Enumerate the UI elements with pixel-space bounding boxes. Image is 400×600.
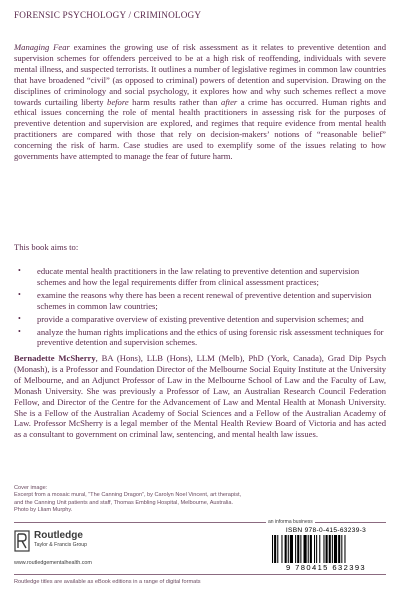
aim-text: educate mental health practitioners in the law relating to preventive detention and supervision schemes and how the legal requirements differ from clinical assessment practices; xyxy=(37,266,360,287)
routledge-logo-icon xyxy=(14,530,30,552)
informa-tagline: an informa business xyxy=(268,519,313,525)
divider-top xyxy=(14,522,386,523)
aim-text: analyze the human rights implications and the ethics of using forensic risk assessment techniques for preventive detention and supervision schemes. xyxy=(37,326,384,348)
divider-bottom xyxy=(14,574,386,575)
bullet-icon: • xyxy=(18,289,21,299)
emphasis-before: before xyxy=(107,96,129,107)
barcode-bar xyxy=(285,535,287,563)
barcode-bar xyxy=(290,535,293,563)
barcode-bar xyxy=(338,535,340,563)
book-title-italic: Managing Fear xyxy=(14,42,70,52)
category-heading: FORENSIC PSYCHOLOGY / CRIMINOLOGY xyxy=(14,10,202,20)
author-name: Bernadette McSherry xyxy=(14,353,96,363)
publisher-group: Taylor & Francis Group xyxy=(34,542,88,548)
barcode-bar xyxy=(300,535,301,563)
description-part-2: harm results rather than xyxy=(128,96,222,107)
aims-list xyxy=(14,266,386,350)
cover-credit-line: and the Canning Unit patients and staff, Thomas Embling Hospital, Melbourne, Australia. xyxy=(14,499,234,506)
list-item xyxy=(14,327,386,349)
description-part-3: a crime has occurred. Human rights and ethical issues concerning the role of mental health practitioners in assessing risk for the purposes of preventive detention and supervision are explored, and regimes that require evidence from mental health practitioners are compared with those that rely on decision-makers’ notions of “reasonable belief” concerning the risk of harm. Case studies are used to exemplify some of the issues relating to how governments have attempted to manage the fear of future harm. xyxy=(14,96,386,162)
barcode-bar xyxy=(295,535,296,563)
barcode-bar xyxy=(304,535,307,563)
barcode-bar xyxy=(326,535,328,563)
barcode-bar xyxy=(316,535,317,563)
aim-text: examine the reasons why there has been a recent renewal of preventive detention and supervision schemes in common law countries; xyxy=(37,289,372,311)
barcode-bar xyxy=(272,535,273,563)
barcode-bar xyxy=(297,535,299,563)
book-description xyxy=(14,42,386,162)
isbn-number: ISBN 978-0-415-63239-3 xyxy=(285,527,367,534)
list-item xyxy=(14,314,386,325)
barcode-bar xyxy=(277,535,278,563)
barcode-bar xyxy=(288,535,289,563)
list-item xyxy=(14,266,386,288)
emphasis-after: after xyxy=(221,96,238,107)
barcode-icon xyxy=(272,535,380,563)
barcode-bar xyxy=(329,535,331,563)
barcode-block xyxy=(266,527,386,573)
author-bio xyxy=(14,353,386,440)
barcode-digits: 9 780415 632393 xyxy=(285,563,367,572)
barcode-bar xyxy=(310,535,312,563)
barcode-bar xyxy=(314,535,315,563)
barcode-bar xyxy=(332,535,333,563)
bullet-icon: • xyxy=(18,313,21,323)
author-bio-text: , BA (Hons), LLB (Hons), LLM (Melb), PhD (York, Canada), Grad Dip Psych (Monash), is a Professor and Foundation Director of the Melbourne Social Equity Institute at the University of Melbourne, and an Adjunct Professor of Law in the Melbourne School of Law and the Faculty of Law, Monash University. She was previously a Professor of Law, an Australian Research Council Federation Fellow, and Director of the Centre for the Advancement of Law and Mental Health at Monash University. She is a Fellow of the Australian Academy of Social Sciences and a Fellow of the Australian Academy of Law. Professor McSherry is a legal member of the Mental Health Review Board of Victoria and has acted as a consultant to government on criminal law, sentencing, and mental health law issues. xyxy=(14,353,386,440)
barcode-bar xyxy=(341,535,342,563)
bullet-icon: • xyxy=(18,266,21,275)
aim-text: provide a comparative overview of existing preventive detention and supervision schemes; and xyxy=(37,313,364,324)
description-part-1: examines the growing use of risk assessment as it relates to preventive detention and supervision schemes for offenders perceived to be at a high risk of reoffending, individuals with severe mental illness, and suspected terrorists. It outlines a number of legislative regimes in common law countries that have broadened “civil” (as opposed to criminal) powers of detention and supervision. Drawing on the disciplines of criminology and social psychology, it explores how and why such schemes reflect a move towards curtailing liberty xyxy=(14,42,386,107)
cover-credit-line: Photo by Lliam Murphy. xyxy=(14,506,73,513)
barcode-bar xyxy=(344,535,345,563)
publisher-name: Routledge xyxy=(34,530,83,541)
list-item xyxy=(14,290,386,312)
publisher-website[interactable]: www.routledgementalhealth.com xyxy=(14,560,92,566)
cover-image-label: Cover image: xyxy=(14,485,48,491)
barcode-bar xyxy=(334,535,337,563)
bullet-icon: • xyxy=(18,326,21,336)
cover-credit-line: Excerpt from a mosaic mural, “The Canning Dragon”, by Carolyn Noel Vincent, art therapist, xyxy=(14,492,242,499)
barcode-bar xyxy=(323,535,324,563)
aims-intro: This book aims to: xyxy=(14,242,79,252)
barcode-bar xyxy=(281,535,282,563)
cover-image-credit xyxy=(14,485,314,514)
publisher-logo xyxy=(14,530,134,560)
ebook-notice: Routledge titles are available as eBook editions in a range of digital formats xyxy=(14,579,201,585)
barcode-bar xyxy=(274,535,276,563)
barcode-bar xyxy=(308,535,309,563)
barcode-bar xyxy=(319,535,320,563)
